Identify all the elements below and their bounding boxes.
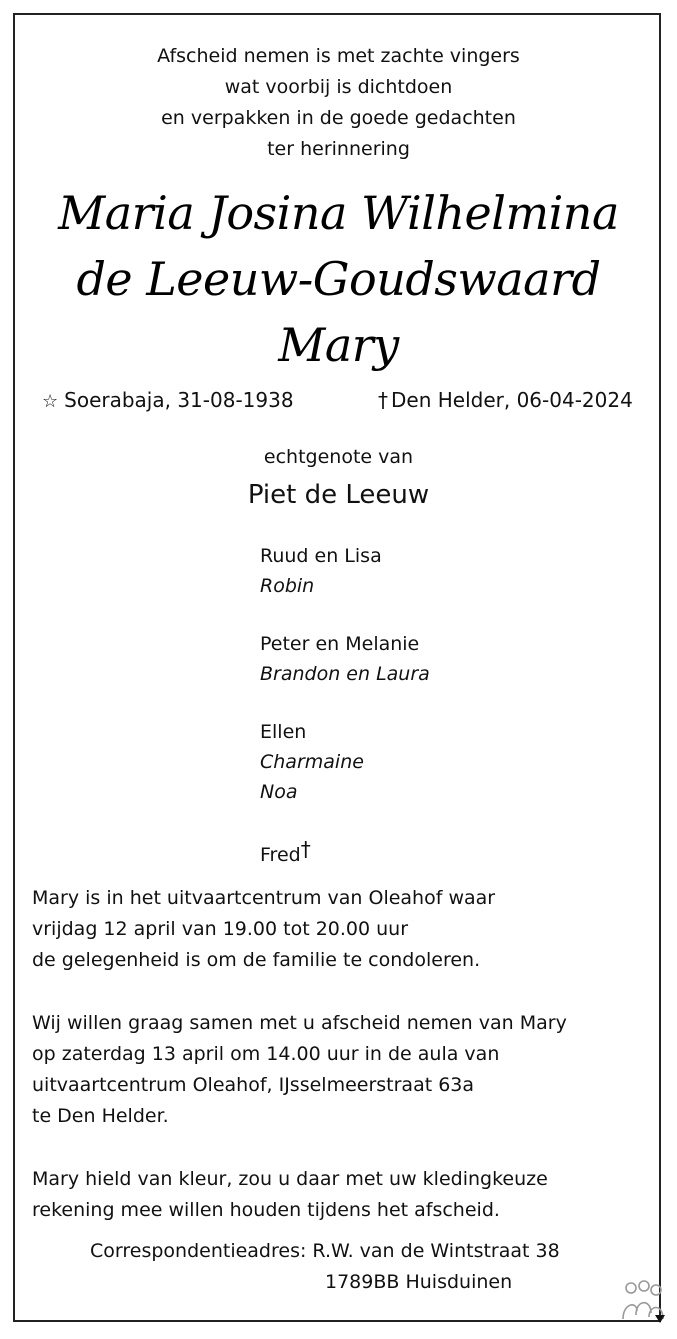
poem-line: en verpakken in de goede gedachten bbox=[161, 107, 516, 129]
text-line: te Den Helder. bbox=[32, 1105, 169, 1127]
cross-icon: † bbox=[378, 388, 388, 412]
deceased-nickname: Mary bbox=[278, 318, 399, 372]
star-icon: ☆ bbox=[42, 391, 59, 412]
deceased-name-line1: Maria Josina Wilhelmina bbox=[58, 186, 619, 240]
text-line: Mary hield van kleur, zou u daar met uw kledingkeuze bbox=[32, 1168, 548, 1190]
text-line: vrijdag 12 april van 19.00 tot 20.00 uur bbox=[32, 918, 409, 940]
text-line: rekening mee willen houden tijdens het afscheid. bbox=[32, 1199, 500, 1221]
correspondence-line1: Correspondentieadres: R.W. van de Wintstraat 38 bbox=[90, 1240, 560, 1262]
family-child: Noa bbox=[260, 781, 298, 803]
family-child: Robin bbox=[260, 575, 315, 597]
text-line: Wij willen graag samen met u afscheid nemen van Mary bbox=[32, 1012, 567, 1034]
poem-line: Afscheid nemen is met zachte vingers bbox=[157, 45, 520, 67]
poem bbox=[0, 41, 677, 165]
death-text: Den Helder, 06-04-2024 bbox=[391, 388, 633, 412]
correspondence-line2: 1789BB Huisduinen bbox=[325, 1271, 513, 1293]
text-line: op zaterdag 13 april om 14.00 uur in de aula van bbox=[32, 1043, 500, 1065]
people-logo-icon bbox=[617, 1279, 667, 1331]
deceased-name-line2: de Leeuw-Goudswaard bbox=[76, 252, 601, 306]
family-parents: Ellen bbox=[260, 721, 307, 743]
family-child: Brandon en Laura bbox=[260, 663, 430, 685]
birth-text: Soerabaja, 31-08-1938 bbox=[64, 388, 294, 412]
cross-icon: † bbox=[300, 837, 311, 861]
death-info bbox=[378, 388, 633, 412]
spouse-intro: echtgenote van bbox=[263, 446, 414, 468]
visitation-paragraph bbox=[32, 883, 495, 976]
poem-line: wat voorbij is dichtdoen bbox=[224, 76, 453, 98]
text-line: uitvaartcentrum Oleahof, IJsselmeerstraat 63a bbox=[32, 1074, 475, 1096]
family-group bbox=[260, 717, 364, 807]
ceremony-paragraph bbox=[32, 1008, 567, 1132]
text-line: de gelegenheid is om de familie te condoleren. bbox=[32, 949, 481, 971]
family-group bbox=[260, 541, 382, 601]
family-parents: Fred bbox=[260, 844, 301, 866]
family-group bbox=[260, 629, 430, 689]
family-parents: Ruud en Lisa bbox=[260, 545, 382, 567]
birth-info bbox=[42, 388, 294, 412]
family-group bbox=[260, 839, 311, 870]
dress-paragraph bbox=[32, 1164, 548, 1226]
family-parents: Peter en Melanie bbox=[260, 633, 420, 655]
poem-line: ter herinnering bbox=[267, 138, 410, 160]
text-line: Mary is in het uitvaartcentrum van Oleahof waar bbox=[32, 887, 496, 909]
family-child: Charmaine bbox=[260, 751, 364, 773]
spouse-name: Piet de Leeuw bbox=[247, 480, 430, 510]
